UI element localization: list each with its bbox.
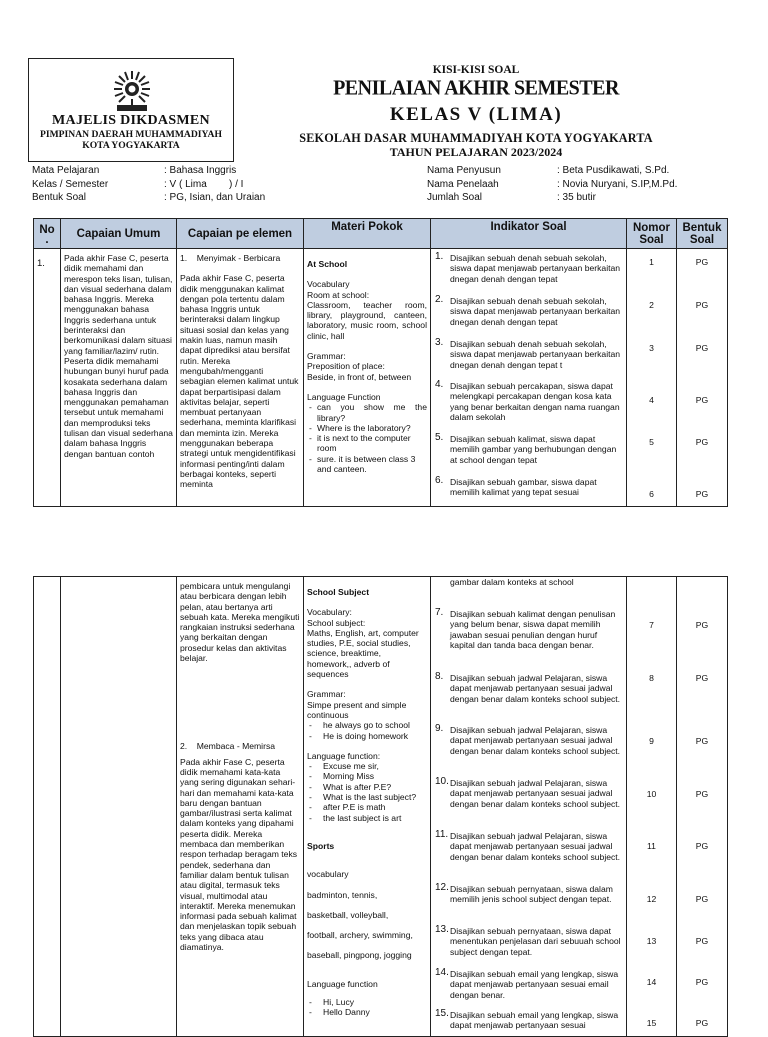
bentuk-value: PG (695, 673, 709, 683)
list-item: - Excuse me sir, (307, 761, 427, 771)
indikator-item: 6. Disajikan sebuah gambar, siswa dapat memilih kalimat yang tepat sesuai (435, 475, 597, 498)
kisi-table-page2 (33, 576, 728, 1037)
capaian-elemen-cell (177, 249, 304, 507)
materi-grammar-text: Simpe present and simple continuous (307, 699, 407, 720)
meta-right (427, 164, 747, 206)
nomor-value: 8 (649, 673, 654, 683)
materi-cell (304, 249, 431, 507)
list-item: - he always go to school (307, 720, 427, 730)
elemen-title: 1. Menyimak - Berbicara (180, 253, 281, 263)
meta-value: : Bahasa Inggris (164, 165, 237, 176)
kisi-table-page1 (33, 218, 728, 507)
table-header-row (34, 219, 728, 249)
table-row (34, 577, 728, 1037)
bentuk-value: PG (695, 437, 709, 447)
sports-line: baseball, pingpong, jogging (307, 950, 412, 961)
indikator-item: 5. Disajikan sebuah kalimat, siswa dapat memilih gambar yang berhubungan dengan at school dengan tepat (435, 432, 617, 465)
row-number: 1. (34, 249, 61, 507)
meta-key: Nama Penelaah (427, 178, 499, 190)
list-item: - Where is the laboratory? (307, 423, 427, 433)
bentuk-value: PG (695, 977, 709, 987)
materi-prep: Preposition of place: (307, 361, 385, 372)
nomor-value: 13 (646, 936, 657, 946)
logo-subtitle: PIMPINAN DAERAH MUHAMMADIYAH (40, 129, 222, 140)
list-item: - can you show me the library? (307, 402, 427, 423)
bentuk-value: PG (695, 841, 709, 851)
elemen-text: Pada akhir Fase C, peserta didik menggunakan kalimat dengan pola tertentu dalam bahasa Inggris untuk berinteraksi dalam lingkup situasi sosial dan kelas yang makin luas, namun masih dapat diprediksi atau bersifat rutin. Mereka mengubah/mengganti sebagian elemen kalimat untuk dapat berpartisipasi dalam aktivitas belajar, seperti membuat pertanyaan sederhana, meminta klarifikasi dan meminta izin. Mereka menggunakan beberapa strategi untuk mengidentifikasi informasi penting/inti dalam berbagai konteks, seperti meminta (180, 273, 299, 490)
materi-subject-list: Maths, English, art, computer studies, P.E, social studies, science, breaktime, homework,, adverb of sequences (307, 627, 419, 680)
materi-grammar: Grammar: (307, 689, 346, 700)
col-nomor: Nomor Soal (627, 219, 677, 249)
list-item: - it is next to the computer room (307, 433, 427, 454)
elemen-title: 2. Membaca - Memirsa (180, 741, 276, 752)
school-name: SEKOLAH DASAR MUHAMMADIYAH KOTA YOGYAKARTA (299, 131, 653, 145)
meta-key: Jumlah Soal (427, 192, 483, 203)
nomor-value: 4 (649, 395, 654, 405)
col-bentuk: Bentuk Soal (677, 219, 728, 249)
row-number-empty (34, 577, 61, 1037)
elemen-text: pembicara untuk mengulangi atau berbicara dengan lebih pelan, atau bertanya arti sebuah kata. Mereka mengikuti rangkaian instruksi sederhana yang berkaitan dengan prosedur kelas dan aktivitas belajar. (180, 581, 300, 664)
bentuk-value: PG (695, 1018, 709, 1028)
list-item: - What is the last subject? (307, 792, 427, 802)
sports-lf: Language function (307, 978, 378, 989)
meta-key: Bentuk Soal (32, 192, 86, 203)
list-item: - He is doing homework (307, 731, 427, 741)
list-item: - after P.E is math (307, 802, 427, 812)
bentuk-value: PG (695, 489, 709, 499)
meta-value: : Beta Pusdikawati, S.Pd. (557, 165, 670, 176)
list-item: - What is after P.E? (307, 782, 427, 792)
logo-city: KOTA YOGYAKARTA (82, 140, 180, 151)
meta-value: : Novia Nuryani, S.IP,M.Pd. (557, 178, 678, 190)
meta-left (32, 164, 412, 206)
meta-key: Kelas / Semester (32, 178, 109, 190)
materi-vocab: Vocabulary (307, 279, 350, 290)
materi-vocab: Vocabulary: (307, 607, 352, 618)
capaian-umum-text: Pada akhir Fase C, peserta didik memahami dan merespon teks lisan, tulisan, dan visual sederhana dalam bahasa Inggris. Mereka menggunakan bahasa Inggris sederhana untuk berinteraksi dan berkomunikasi dalam situasi yang familiar/lazim/ rutin. Peserta didik memahami hubungan bunyi huruf pada kosakata sederhana dalam bahasa Inggris dan menggunakan pemahaman tersebut untuk memahami dan memproduksi teks tulisan dan visual sederhana dalam bahasa Inggris dengan bantuan contoh (61, 249, 177, 507)
col-capaian-elemen: Capaian pe elemen (177, 219, 304, 249)
nomor-value: 6 (649, 489, 654, 499)
bentuk-value: PG (695, 894, 709, 904)
materi-grammar: Grammar: (307, 351, 346, 362)
col-no: No . (34, 219, 61, 249)
indikator-item: 1. Disajikan sebuah denah sebuah sekolah, siswa dapat menjawab pertanyaan berkaitan dnegan denah dengan tepat (435, 251, 621, 284)
materi-subject: School subject: (307, 617, 366, 628)
bentuk-value: PG (695, 257, 709, 267)
nomor-cell (627, 249, 677, 507)
nomor-value: 14 (646, 977, 657, 987)
capaian-umum-empty (61, 577, 177, 1037)
indikator-item: 2. Disajikan sebuah denah sebuah sekolah, siswa dapat menjawab pertanyaan berkaitan dnegan denah dengan tepat (435, 294, 621, 327)
list-item: - sure. it is between class 3 and canteen. (307, 454, 427, 475)
bentuk-value: PG (695, 789, 709, 799)
indikator-item: 10. Disajikan sebuah jadwal Pelajaran, siswa dapat menjawab pertanyaan sesuai jadwal dengan benar dalam konteks school subject. (435, 776, 621, 809)
indikator-cell (431, 577, 627, 1037)
bentuk-value: PG (695, 300, 709, 310)
materi-lf: Language Function (307, 391, 381, 402)
indikator-item: 13. Disajikan sebuah pernyataan, siswa dapat menentukan penjelasan dari sebuuah school subject dengan tepat. (435, 924, 621, 957)
nomor-value: 10 (646, 789, 657, 799)
bentuk-value: PG (695, 620, 709, 630)
bentuk-cell (677, 249, 728, 507)
table-row (34, 249, 728, 507)
indikator-item: 8. Disajikan sebuah jadwal Pelajaran, siswa dapat menjawab pertanyaan sesuai jadwal dengan benar dalam konteks school subject. (435, 671, 621, 704)
bentuk-cell (677, 577, 728, 1037)
col-capaian-umum: Capaian Umum (61, 219, 177, 249)
elemen-text: Pada akhir Fase C, peserta didik memahami kata-kata yang sering digunakan sehari-hari dan memahami kata-kata baru dengan bantuan gambar/ilustrasi serta kalimat dalam konteks yang dipahami peserta didik. Mereka membaca dan memberikan respon terhadap beragam teks pendek, sederhana dan familiar dalam bentuk tulisan atau digital, termasuk teks visual, multimodal atau interaktif. Mereka menemukan informasi pada sebuah kalimat dan menjelaskan topik sebuah teks yang dibaca atau diamatinya. (180, 756, 298, 953)
nomor-value: 1 (649, 257, 654, 267)
materi-lf: Language function: (307, 750, 381, 761)
sports-vocab: vocabulary (307, 869, 349, 880)
bentuk-value: PG (695, 343, 709, 353)
list-item: - Hi, Lucy (307, 997, 427, 1007)
materi-title: School Subject (307, 587, 370, 597)
indikator-cell (431, 249, 627, 507)
nomor-value: 11 (647, 841, 656, 851)
list-item: - Morning Miss (307, 771, 427, 781)
nomor-value: 2 (649, 300, 654, 310)
indikator-item: 15. Disajikan sebuah email yang lengkap, siswa dapat menjawab pertanyaan sesuai (435, 1008, 619, 1031)
list-item: - Hello Danny (307, 1007, 427, 1017)
indikator-item: 9. Disajikan sebuah jadwal Pelajaran, siswa dapat menjawab pertanyaan sesuai jadwal dengan benar dalam konteks school subject. (435, 723, 621, 756)
meta-value: : PG, Isian, dan Uraian (164, 192, 266, 203)
sports-line: badminton, tennis, (307, 889, 378, 900)
indikator-continued: gambar dalam konteks at school (450, 577, 574, 587)
logo-title: MAJELIS DIKDASMEN (52, 113, 210, 128)
bentuk-value: PG (695, 395, 709, 405)
nomor-value: 9 (649, 736, 654, 746)
meta-key: Nama Penyusun (427, 165, 501, 176)
col-indikator: Indikator Soal (431, 219, 627, 249)
materi-room-list: Classroom, teacher room, library, playground, canteen, laboratory, music room, school clinic, hall (307, 299, 427, 341)
nomor-cell (627, 577, 677, 1037)
materi-prep-list: Beside, in front of, between (307, 371, 412, 382)
indikator-item: 7. Disajikan sebuah kalimat dengan penulisan yang belum benar, siswa dapat memilih jawaban sesuai penulian dengan huruf kapital dan tanda baca dengan benar. (435, 607, 616, 650)
sports-line: football, archery, swimming, (307, 930, 413, 941)
indikator-item: 4. Disajikan sebuah percakapan, siswa dapat melengkapi percakapan dengan kosa kata yang benar berkaitan dengan nama ruangan dalam sekolah (435, 379, 620, 422)
nomor-value: 7 (649, 620, 654, 630)
bentuk-value: PG (695, 736, 709, 746)
indikator-item: 14. Disajikan sebuah email yang lengkap, siswa dapat menjawab pertanyaan sesuai email dengan benar. (435, 967, 619, 1000)
materi-cell (304, 577, 431, 1037)
nomor-value: 12 (646, 894, 657, 904)
logo-box (28, 58, 234, 162)
meta-value: : 35 butir (557, 192, 596, 203)
list-item: - the last subject is art (307, 813, 427, 823)
nomor-value: 5 (649, 437, 654, 447)
materi-title: At School (307, 259, 348, 269)
indikator-item: 12. Disajikan sebuah pernyataan, siswa dalam memilih jenis school subject dengan tepat. (435, 882, 613, 905)
materi-room: Room at school: (307, 289, 370, 300)
indikator-item: 3. Disajikan sebuah denah sebuah sekolah, siswa dapat menjawab pertanyaan berkaitan dnegan denah dengan tepat t (435, 337, 621, 370)
meta-key: Mata Pelajaran (32, 165, 100, 176)
doc-kind: KISI-KISI SOAL (432, 64, 520, 76)
capaian-elemen-cell (177, 577, 304, 1037)
class-title: KELAS V (LIMA) (389, 104, 563, 125)
indikator-item: 11. Disajikan sebuah jadwal Pelajaran, siswa dapat menjawab pertanyaan sesuai jadwal dengan benar dalam konteks school subject. (435, 829, 621, 862)
nomor-value: 3 (649, 343, 654, 353)
nomor-value: 15 (646, 1018, 657, 1028)
muhammadiyah-logo-icon (107, 69, 157, 113)
sports-line: basketball, volleyball, (307, 909, 389, 920)
sports-title: Sports (307, 840, 335, 851)
bentuk-value: PG (695, 936, 709, 946)
col-materi: Materi Pokok (304, 219, 431, 249)
meta-value: : V ( Lima ) / I (164, 178, 244, 190)
doc-title: PENILAIAN AKHIR SEMESTER (333, 76, 619, 100)
school-year: TAHUN PELAJARAN 2023/2024 (389, 145, 563, 159)
